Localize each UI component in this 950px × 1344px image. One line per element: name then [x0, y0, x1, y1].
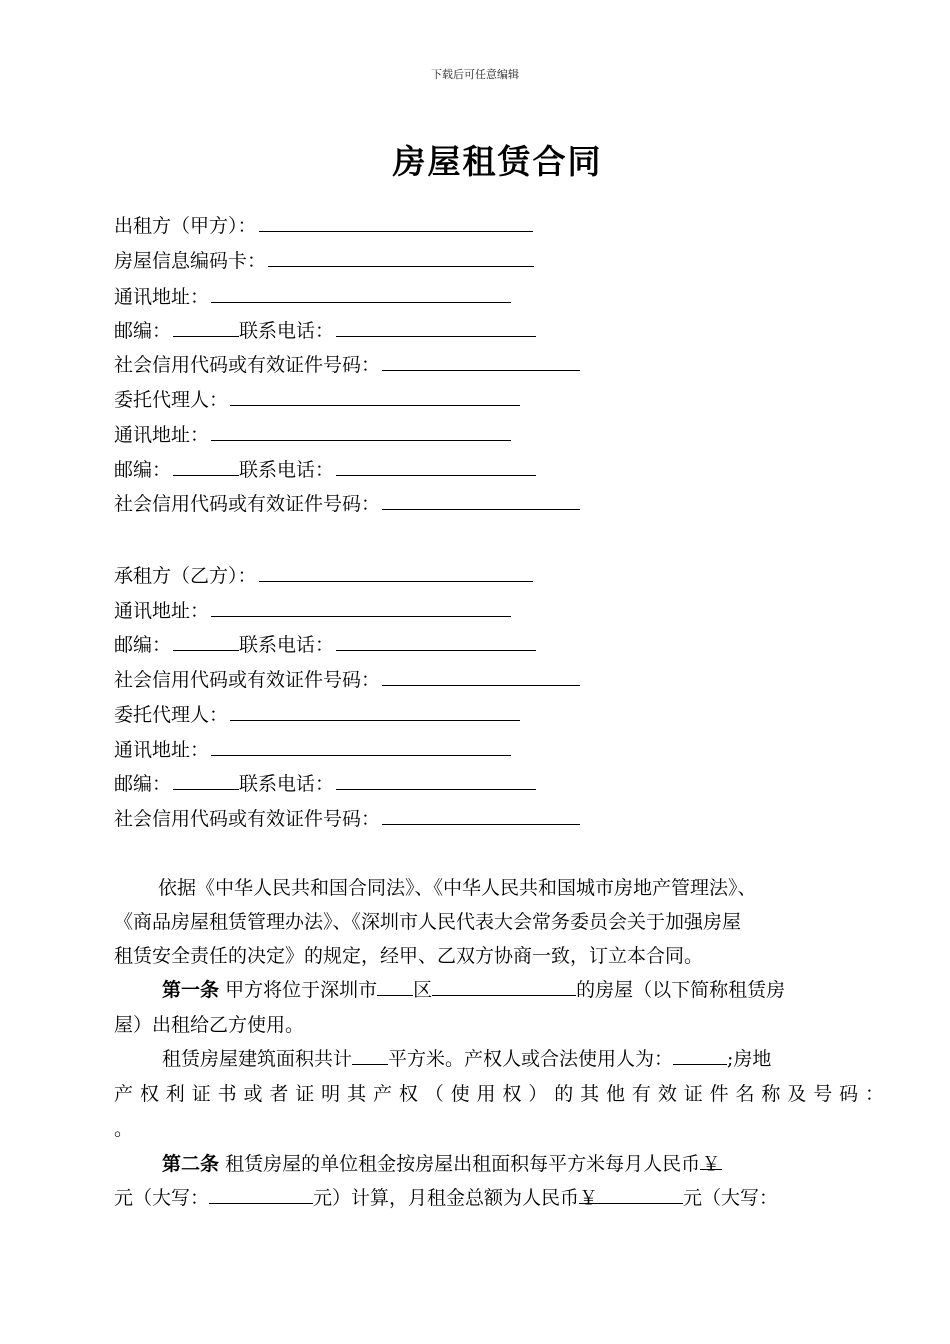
house-card-field [114, 246, 534, 272]
lessor-phone-label: 联系电话： [239, 320, 335, 342]
page-title: 房屋租赁合同 [392, 142, 603, 181]
lessee-agent-postcode-blank[interactable] [173, 769, 239, 790]
certificate-line: 产权利证书或者证明其产权（使用权）的其他有效证件名称及号码： [114, 1083, 884, 1105]
article-2-line-1 [114, 1147, 884, 1182]
monthly-rent-blank[interactable] [579, 1181, 683, 1209]
lessee-credit-label: 社会信用代码或有效证件号码： [114, 669, 381, 691]
lessor-agent-blank[interactable] [230, 385, 520, 406]
lessee-agent-credit-blank[interactable] [382, 804, 580, 825]
lessor-label: 出租方（甲方）： [114, 215, 257, 237]
lessor-agent-postcode-label: 邮编： [114, 459, 172, 481]
lessee-agent-blank[interactable] [230, 700, 520, 721]
house-card-label: 房屋信息编码卡： [114, 250, 267, 272]
lessor-blank[interactable] [259, 211, 533, 232]
house-card-blank[interactable] [268, 246, 534, 267]
lessee-agent-credit-field [114, 804, 580, 830]
lessee-agent-phone-blank[interactable] [336, 769, 536, 790]
lessee-postcode-label: 邮编： [114, 634, 172, 656]
lessee-credit-field [114, 665, 580, 691]
lessor-address-label: 通讯地址： [114, 286, 210, 308]
lessee-agent-label: 委托代理人： [114, 704, 229, 726]
lessee-address-label: 通讯地址： [114, 600, 210, 622]
certificate-end: 。 [114, 1118, 134, 1140]
unit-price-blank[interactable]: ￥ [700, 1147, 722, 1170]
lessor-agent-phone-label: 联系电话： [239, 459, 335, 481]
area-line [114, 1042, 884, 1077]
lessor-address-field [114, 282, 511, 308]
basis-line-2: 《商品房屋租赁管理办法》、《深圳市人民代表大会常务委员会关于加强房屋 [114, 911, 742, 933]
lessor-agent-phone-blank[interactable] [336, 455, 536, 476]
lessee-blank[interactable] [259, 561, 533, 582]
yen-symbol: ￥ [579, 1187, 599, 1209]
lessee-address-blank[interactable] [211, 596, 511, 617]
lessor-agent-address-blank[interactable] [211, 420, 511, 441]
lessor-credit-blank[interactable] [382, 350, 580, 371]
lessee-address-field [114, 596, 511, 622]
lessee-agent-postcode-label: 邮编： [114, 773, 172, 795]
lessor-agent-address-label: 通讯地址： [114, 424, 210, 446]
lessor-agent-credit-field [114, 489, 580, 515]
lessee-phone-label: 联系电话： [239, 634, 335, 656]
area-blank[interactable] [352, 1042, 388, 1065]
lessor-agent-credit-blank[interactable] [382, 489, 580, 510]
lessor-field [114, 211, 533, 237]
lessor-agent-label: 委托代理人： [114, 389, 229, 411]
article-2-label: 第二条 [162, 1153, 220, 1175]
lessor-postcode-label: 邮编： [114, 320, 172, 342]
district-blank[interactable] [377, 973, 413, 996]
article-2-text-a: 租赁房屋的单位租金按房屋出租面积每平方米每月人民币 [225, 1153, 701, 1175]
lessor-postcode-blank[interactable] [173, 316, 239, 337]
lessee-postcode-blank[interactable] [173, 630, 239, 651]
lessee-label: 承租方（乙方）： [114, 565, 257, 587]
lessee-credit-blank[interactable] [382, 665, 580, 686]
lessor-credit-label: 社会信用代码或有效证件号码： [114, 354, 381, 376]
lessor-contact-field [114, 316, 536, 342]
lessor-agent-contact-field [114, 455, 536, 481]
lessee-contact-field [114, 630, 536, 656]
owner-blank[interactable] [673, 1042, 727, 1065]
basis-line-1: 依据《中华人民共和国合同法》、《中华人民共和国城市房地产管理法》、 [158, 877, 757, 899]
unit-price-words-blank[interactable] [209, 1181, 313, 1204]
article-2-text-c: 元）计算，月租金总额为人民币 [313, 1187, 580, 1209]
area-text-c: ;房地 [727, 1048, 772, 1070]
basis-line-3: 租赁安全责任的决定》的规定，经甲、乙双方协商一致，订立本合同。 [114, 945, 704, 967]
lessor-phone-blank[interactable] [336, 316, 536, 337]
address-blank[interactable] [432, 973, 576, 996]
lessee-agent-address-field [114, 735, 511, 761]
article-1-text-c: 的房屋（以下简称租赁房 [576, 979, 786, 1001]
article-2-line-2 [114, 1181, 884, 1216]
lessor-agent-credit-label: 社会信用代码或有效证件号码： [114, 493, 381, 515]
lessee-field [114, 561, 533, 587]
lessee-agent-address-label: 通讯地址： [114, 739, 210, 761]
lessee-agent-field [114, 700, 520, 726]
lessee-agent-contact-field [114, 769, 536, 795]
lessor-credit-field [114, 350, 580, 376]
article-1-text-b: 区 [413, 979, 433, 1001]
lessor-address-blank[interactable] [211, 282, 511, 303]
article-1-line-1 [114, 973, 884, 1008]
lessor-agent-field [114, 385, 520, 411]
lessor-agent-address-field [114, 420, 511, 446]
article-1-text-a: 甲方将位于深圳市 [225, 979, 378, 1001]
lessor-agent-postcode-blank[interactable] [173, 455, 239, 476]
article-2-text-d: 元（大写： [683, 1187, 779, 1209]
area-text-a: 租赁房屋建筑面积共计 [162, 1048, 353, 1070]
header-note: 下载后可任意编辑 [431, 68, 519, 81]
article-1-line-2: 屋）出租给乙方使用。 [114, 1014, 305, 1036]
article-1-label: 第一条 [162, 979, 220, 1001]
lessee-agent-address-blank[interactable] [211, 735, 511, 756]
lessee-agent-phone-label: 联系电话： [239, 773, 335, 795]
lessee-agent-credit-label: 社会信用代码或有效证件号码： [114, 808, 381, 830]
article-2-text-b: 元（大写： [114, 1187, 210, 1209]
area-text-b: 平方米。产权人或合法使用人为： [388, 1048, 674, 1070]
lessee-phone-blank[interactable] [336, 630, 536, 651]
